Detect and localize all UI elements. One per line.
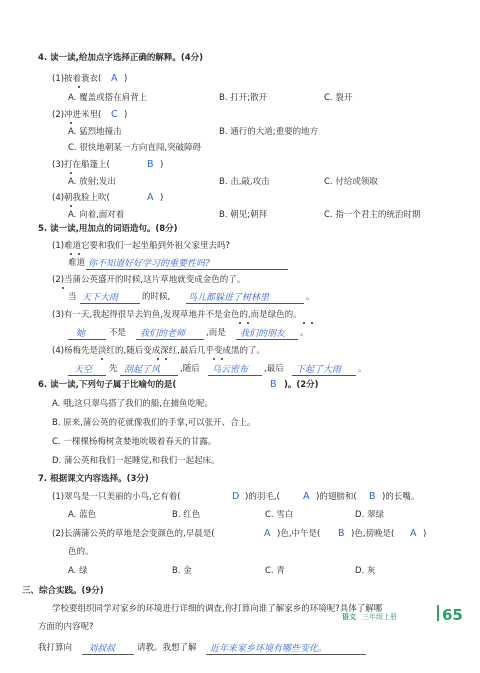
q7-2-option-d: D. 灰 xyxy=(355,566,376,576)
q5-2-answer-2: 鸟儿都躲进了树林里 xyxy=(188,293,270,303)
q4-3-close: ) xyxy=(160,160,164,170)
q6-option-a: A. 哦,这只翠鸟搭了我们的船,在捕鱼吃呢。 xyxy=(52,399,213,409)
q5-4-text-3: ,最后 xyxy=(264,364,284,374)
q7-2-line-2: 色的。 xyxy=(68,547,94,557)
q4-2-answer: C xyxy=(111,109,118,120)
section-3-paragraph-2: 方面的内容呢? xyxy=(38,622,94,632)
q5-4-answer-2: 刮起了风 xyxy=(124,365,161,375)
q4-3-stem: (3)打在船篷上( xyxy=(52,160,110,170)
q5-2-answer-1: 天下大雨 xyxy=(82,293,119,303)
section-3-answer-1: 刘叔叔 xyxy=(88,644,116,654)
q6-answer: B xyxy=(270,379,277,390)
q7-2-text-2: )色,中午是( xyxy=(277,529,321,539)
q4-1-answer: A xyxy=(111,73,118,84)
q5-3-text-2: ,而是 xyxy=(206,328,226,338)
q4-2-option-b: B. 通行的大道;重要的地方 xyxy=(219,127,319,137)
q7-2-answer-3: A xyxy=(410,528,417,539)
q5-3-stem: (3)有一天,我起得很早去钓鱼,发现草地并不是金色的,而是绿色的。 xyxy=(52,310,302,320)
q4-2-option-c: C. 很快地朝某一方向直闯,突破障碍 xyxy=(68,143,202,153)
q4-3-answer: B xyxy=(147,159,154,170)
q5-3-answer-1: 她 xyxy=(76,329,86,339)
q5-3-answer-2: 我们的老师 xyxy=(140,329,186,339)
q4-1-stem: (1)披着蓑衣( xyxy=(52,74,102,84)
q7-1-option-b: B. 红色 xyxy=(172,510,201,520)
section-3-title: 三、综合实践。(9分) xyxy=(22,586,104,596)
q6-title-end: )。(2分) xyxy=(284,380,319,390)
footer-grade: 三年级上册 xyxy=(362,613,397,621)
q7-2-text-3: )色,傍晚是( xyxy=(351,529,395,539)
q4-4-stem: (4)朝我脸上吹( xyxy=(52,193,110,203)
q4-2-option-a: A. 猛烈地撞击 xyxy=(68,127,122,137)
q5-1-answer: 你不知道好好学习的重要性吗? xyxy=(88,259,210,269)
q5-1-stem: (1)难道它要和我们一起坐船到外祖父家里去吗? xyxy=(52,241,231,251)
q7-1-answer-2: A xyxy=(303,491,310,502)
q4-3-option-a: A. 放射;发出 xyxy=(68,177,116,187)
q4-2-close: ) xyxy=(124,110,128,120)
q4-3-option-c: C. 付给或领取 xyxy=(324,177,378,187)
q7-2-option-b: B. 金 xyxy=(172,566,192,576)
q7-title: 7. 根据课文内容选择。(3分) xyxy=(38,474,149,484)
q4-4-option-a: A. 向着,面对着 xyxy=(68,210,125,220)
q6-option-c: C. 一棵棵杨梅树贪婪地吮吸着春天的甘露。 xyxy=(52,437,217,447)
q4-4-answer: A xyxy=(147,192,154,203)
q5-2-stem: (2)当蒲公英盛开的时候,这片草地就变成金色的了。 xyxy=(52,275,246,285)
section-3-paragraph-1: 学校要组织同学对家乡的环境进行详细的调查,你打算向谁了解家乡的环境呢?具体了解哪 xyxy=(52,604,383,614)
footer-divider xyxy=(437,605,439,621)
q5-title: 5. 读一读,用加点的词语造句。(8分) xyxy=(38,224,178,234)
q5-1-lead: 难道 xyxy=(68,258,86,268)
q6-option-d: D. 蒲公英和我们一起睡觉,和我们一起起床。 xyxy=(52,456,220,466)
q7-1-text-2: )的羽毛,( xyxy=(245,492,280,502)
section-3-text-2: 请教。我想了解 xyxy=(137,643,197,653)
q7-2-option-c: C. 青 xyxy=(265,566,285,576)
q4-2-stem: (2)冲进米里( xyxy=(52,110,102,120)
q5-2-end: 。 xyxy=(306,292,315,302)
q5-4-text-1: 先 xyxy=(109,364,118,374)
q4-1-option-b: B. 打开;散开 xyxy=(219,93,268,103)
q6-option-b: B. 原来,蒲公英的花就像我们的手掌,可以张开、合上。 xyxy=(52,418,256,428)
footer-subject: 语文 xyxy=(342,613,356,621)
q5-4-end: 。 xyxy=(358,364,367,374)
q4-4-option-b: B. 朝见;朝拜 xyxy=(219,210,268,220)
q7-1-text-1: (1)翠鸟是一只美丽的小鸟,它有着( xyxy=(52,492,181,502)
q4-1-close: ) xyxy=(124,74,128,84)
q7-1-option-a: A. 蓝色 xyxy=(68,510,97,520)
q7-2-text-4: ) xyxy=(423,529,427,539)
q7-1-answer-1: D xyxy=(232,491,240,502)
q5-4-stem: (4)杨梅先是淡红的,随后变成深红,最后几乎变成黑的了。 xyxy=(52,346,265,356)
q5-3-answer-3: 我们的朋友 xyxy=(240,329,286,339)
q7-1-answer-3: B xyxy=(369,491,376,502)
q4-4-option-c: C. 指一个君主的统治时期 xyxy=(324,210,421,220)
q7-2-answer-1: A xyxy=(264,528,271,539)
q5-4-answer-3: 乌云密布 xyxy=(212,365,249,375)
q6-title: 6. 读一读,下列句子属于比喻句的是( xyxy=(38,380,177,390)
q4-1-option-c: C. 裂开 xyxy=(324,93,353,103)
q7-1-option-c: C. 雪白 xyxy=(265,510,294,520)
q7-1-text-4: )的长嘴。 xyxy=(382,492,420,502)
q5-2-mid: 的时候, xyxy=(142,292,171,302)
page-number: 65 xyxy=(442,606,463,624)
q7-2-text-1: (2)长满蒲公英的草地是会变颜色的,早晨是( xyxy=(52,529,215,539)
q7-2-answer-2: B xyxy=(338,528,345,539)
q5-4-text-2: ,随后 xyxy=(180,364,200,374)
q7-2-option-a: A. 绿 xyxy=(68,566,88,576)
q5-4-answer-1: 天空 xyxy=(74,365,93,375)
q5-4-answer-4: 下起了大雨 xyxy=(296,365,342,375)
q4-3-option-b: B. 击,敲,攻击 xyxy=(219,177,270,187)
q7-1-option-d: D. 翠绿 xyxy=(355,510,384,520)
section-3-text-1: 我打算向 xyxy=(38,643,73,653)
q7-1-text-3: )的翅膀和( xyxy=(316,492,357,502)
q5-2-lead: 当 xyxy=(68,292,77,302)
q4-title: 4. 读一读,给加点字选择正确的解释。(4分) xyxy=(38,53,204,63)
q5-3-end: 。 xyxy=(300,328,309,338)
q4-1-option-a: A. 覆盖或搭在肩背上 xyxy=(68,93,148,103)
section-3-answer-2: 近年来家乡环境有哪些变化。 xyxy=(210,644,328,654)
q5-3-text-1: 不是 xyxy=(109,328,127,338)
q4-4-close: ) xyxy=(160,193,164,203)
